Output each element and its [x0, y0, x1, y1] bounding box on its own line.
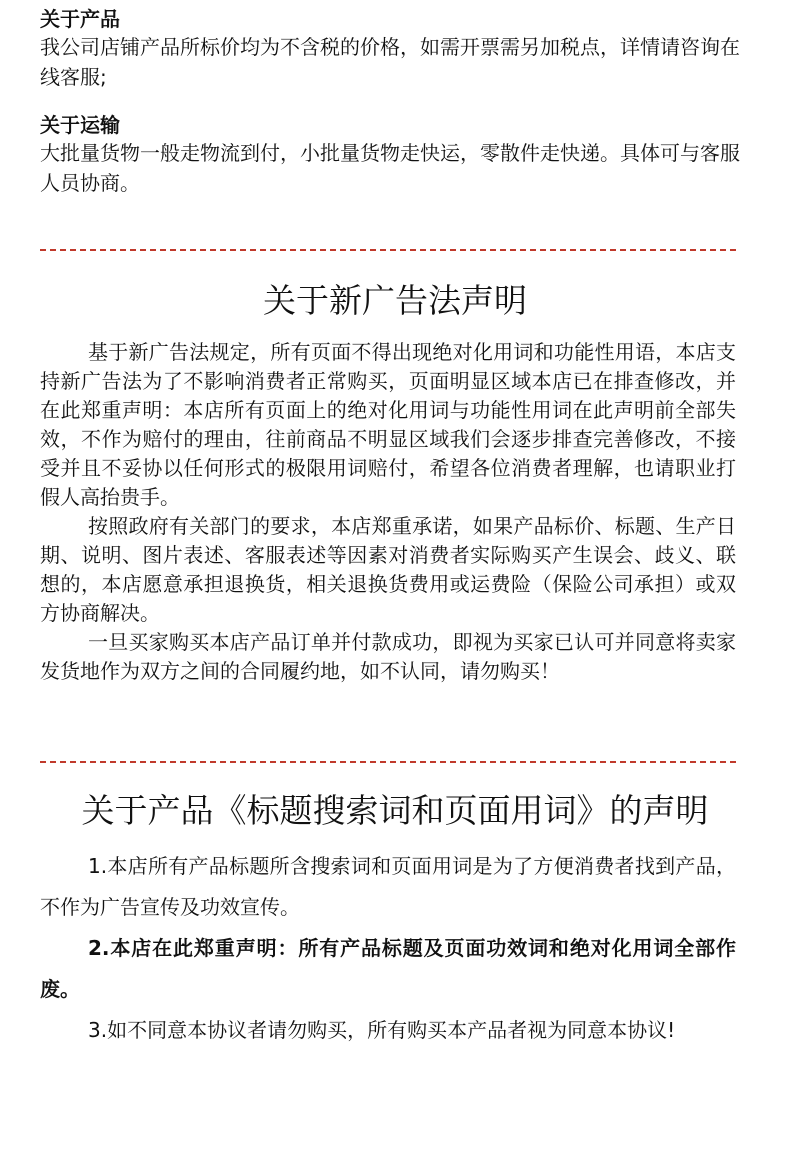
about-shipping-heading: 关于运输 — [40, 113, 120, 137]
about-product-section — [40, 6, 740, 92]
ad-law-paragraph: 基于新广告法规定，所有页面不得出现绝对化用词和功能性用语，本店支持新广告法为了不影响消费者正常购买，页面明显区域本店已在排查修改，并在此郑重声明：本店所有页面上的绝对化用词与功能性用词在此声明前全部失效，不作为赔付的理由，往前商品不明显区域我们会逐步排查完善修改，不接受并且不妥协以任何形式的极限用词赔付，希望各位消费者理解，也请职业打假人高抬贵手。 — [40, 340, 736, 509]
title-statement-body — [40, 846, 736, 1051]
ad-law-body — [40, 338, 736, 686]
ad-law-title: 关于新广告法声明 — [263, 281, 527, 320]
divider-2 — [40, 761, 736, 763]
title-statement-title: 关于产品《标题搜索词和页面用词》的声明 — [81, 791, 709, 830]
about-product-heading: 关于产品 — [40, 7, 120, 31]
about-shipping-section — [40, 112, 740, 198]
ad-law-paragraph: 一旦买家购买本店产品订单并付款成功，即视为买家已认可并同意将卖家发货地作为双方之间的合同履约地，如不认同，请勿购买！ — [40, 630, 736, 683]
ad-law-paragraph: 按照政府有关部门的要求，本店郑重承诺，如果产品标价、标题、生产日期、说明、图片表述、客服表述等因素对消费者实际购买产生误会、歧义、联想的，本店愿意承担退换货，相关退换货费用或运费险（保险公司承担）或双方协商解决。 — [40, 514, 736, 625]
statement-item: 1.本店所有产品标题所含搜索词和页面用词是为了方便消费者找到产品，不作为广告宣传及功效宣传。 — [40, 854, 736, 919]
statement-item-bold: 2.本店在此郑重声明：所有产品标题及页面功效词和绝对化用词全部作废。 — [40, 936, 736, 1001]
divider-1 — [40, 249, 736, 251]
about-shipping-text: 大批量货物一般走物流到付，小批量货物走快运，零散件走快递。具体可与客服人员协商。 — [40, 141, 740, 195]
about-product-text: 我公司店铺产品所标价均为不含税的价格，如需开票需另加税点，详情请咨询在线客服; — [40, 35, 740, 89]
statement-item: 3.如不同意本协议者请勿购买，所有购买本产品者视为同意本协议! — [88, 1018, 676, 1042]
